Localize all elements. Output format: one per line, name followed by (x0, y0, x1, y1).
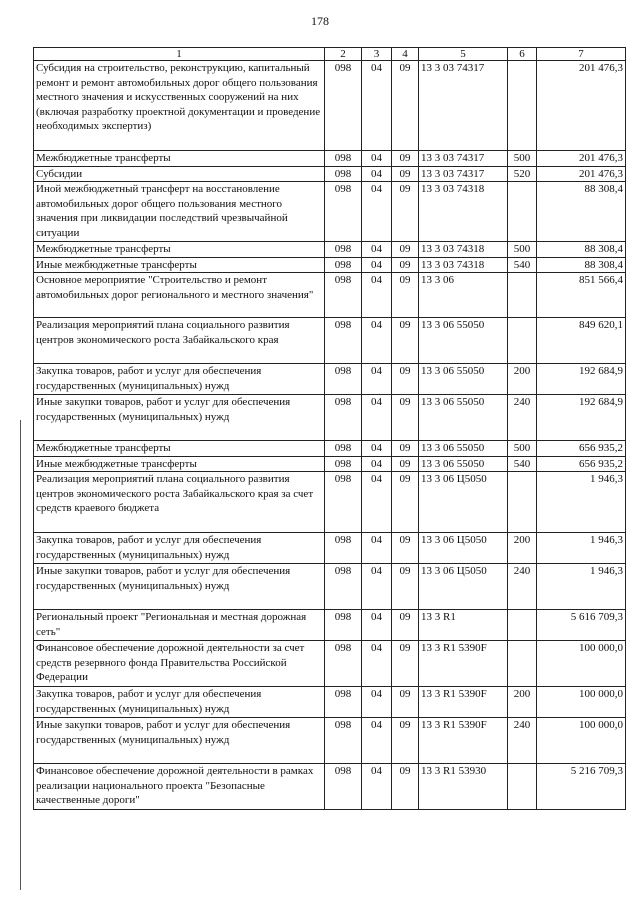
row-target-item: 13 3 06 55050 (419, 395, 508, 441)
row-amount: 201 476,3 (537, 166, 626, 182)
row-amount: 201 476,3 (537, 61, 626, 151)
row-amount: 192 684,9 (537, 364, 626, 395)
header-col-6: 6 (508, 48, 537, 61)
row-target-item: 13 3 03 74317 (419, 61, 508, 151)
header-col-3: 3 (362, 48, 392, 61)
table-row (34, 318, 626, 364)
row-admin-code: 098 (325, 242, 362, 258)
row-expense-type (508, 641, 537, 687)
row-section: 04 (362, 242, 392, 258)
row-section: 04 (362, 441, 392, 457)
row-subsection: 09 (392, 441, 419, 457)
row-subsection: 09 (392, 718, 419, 764)
table-row (34, 166, 626, 182)
row-section: 04 (362, 610, 392, 641)
table-row (34, 61, 626, 151)
row-section: 04 (362, 533, 392, 564)
row-amount: 100 000,0 (537, 641, 626, 687)
row-section: 04 (362, 456, 392, 472)
row-section: 04 (362, 687, 392, 718)
row-section: 04 (362, 166, 392, 182)
table-row (34, 364, 626, 395)
row-target-item: 13 3 06 Ц5050 (419, 472, 508, 533)
table-row (34, 242, 626, 258)
table-row (34, 564, 626, 610)
header-col-7: 7 (537, 48, 626, 61)
row-admin-code: 098 (325, 395, 362, 441)
row-name: Межбюджетные трансферты (34, 151, 325, 167)
row-section: 04 (362, 273, 392, 318)
row-name: Реализация мероприятий плана социального развития центров экономического роста Забайкальского края за счет средств краевого бюджета (34, 472, 325, 533)
row-name: Субсидия на строительство, реконструкцию, капитальный ремонт и ремонт автомобильных дорог общего пользования местного значения и искусственных сооружений на них (включая разработку проектной документации и проведение необходимых экспертиз) (34, 61, 325, 151)
row-subsection: 09 (392, 61, 419, 151)
row-expense-type (508, 318, 537, 364)
row-name: Иные закупки товаров, работ и услуг для обеспечения государственных (муниципальных) нужд (34, 564, 325, 610)
row-target-item: 13 3 06 Ц5050 (419, 533, 508, 564)
row-target-item: 13 3 06 55050 (419, 364, 508, 395)
row-subsection: 09 (392, 456, 419, 472)
row-section: 04 (362, 182, 392, 242)
row-subsection: 09 (392, 242, 419, 258)
row-expense-type: 240 (508, 564, 537, 610)
row-section: 04 (362, 318, 392, 364)
row-admin-code: 098 (325, 441, 362, 457)
row-expense-type: 200 (508, 533, 537, 564)
row-section: 04 (362, 395, 392, 441)
row-name: Закупка товаров, работ и услуг для обеспечения государственных (муниципальных) нужд (34, 364, 325, 395)
row-target-item: 13 3 03 74317 (419, 166, 508, 182)
row-expense-type: 540 (508, 257, 537, 273)
row-amount: 851 566,4 (537, 273, 626, 318)
table-row (34, 610, 626, 641)
row-target-item: 13 3 03 74318 (419, 242, 508, 258)
table-row (34, 718, 626, 764)
row-target-item: 13 3 R1 5390F (419, 687, 508, 718)
row-expense-type: 500 (508, 242, 537, 258)
row-subsection: 09 (392, 273, 419, 318)
table-row (34, 151, 626, 167)
row-amount: 1 946,3 (537, 564, 626, 610)
row-name: Финансовое обеспечение дорожной деятельности в рамках реализации национального проекта "Безопасные качественные дороги" (34, 764, 325, 810)
row-subsection: 09 (392, 687, 419, 718)
row-amount: 192 684,9 (537, 395, 626, 441)
row-amount: 1 946,3 (537, 533, 626, 564)
table-row (34, 273, 626, 318)
row-section: 04 (362, 641, 392, 687)
row-target-item: 13 3 R1 5390F (419, 641, 508, 687)
row-expense-type (508, 61, 537, 151)
row-name: Иные межбюджетные трансферты (34, 257, 325, 273)
table-row (34, 182, 626, 242)
row-subsection: 09 (392, 395, 419, 441)
table-row (34, 441, 626, 457)
row-section: 04 (362, 257, 392, 273)
row-name: Основное мероприятие "Строительство и ремонт автомобильных дорог регионального и местного значения" (34, 273, 325, 318)
row-name: Субсидии (34, 166, 325, 182)
row-subsection: 09 (392, 182, 419, 242)
row-amount: 88 308,4 (537, 182, 626, 242)
row-amount: 849 620,1 (537, 318, 626, 364)
row-admin-code: 098 (325, 257, 362, 273)
row-section: 04 (362, 564, 392, 610)
row-target-item: 13 3 06 55050 (419, 441, 508, 457)
row-amount: 656 935,2 (537, 441, 626, 457)
row-name: Иные закупки товаров, работ и услуг для обеспечения государственных (муниципальных) нужд (34, 718, 325, 764)
row-admin-code: 098 (325, 61, 362, 151)
row-amount: 88 308,4 (537, 257, 626, 273)
row-name: Иные закупки товаров, работ и услуг для обеспечения государственных (муниципальных) нужд (34, 395, 325, 441)
row-subsection: 09 (392, 533, 419, 564)
row-expense-type (508, 472, 537, 533)
row-expense-type: 520 (508, 166, 537, 182)
row-name: Закупка товаров, работ и услуг для обеспечения государственных (муниципальных) нужд (34, 533, 325, 564)
row-subsection: 09 (392, 364, 419, 395)
row-name: Межбюджетные трансферты (34, 242, 325, 258)
row-target-item: 13 3 06 Ц5050 (419, 564, 508, 610)
row-admin-code: 098 (325, 564, 362, 610)
row-section: 04 (362, 472, 392, 533)
row-section: 04 (362, 151, 392, 167)
page-number: 178 (311, 14, 329, 28)
row-expense-type: 200 (508, 687, 537, 718)
row-section: 04 (362, 61, 392, 151)
row-expense-type: 200 (508, 364, 537, 395)
row-subsection: 09 (392, 610, 419, 641)
row-subsection: 09 (392, 257, 419, 273)
row-name: Иные межбюджетные трансферты (34, 456, 325, 472)
budget-table (33, 47, 626, 810)
row-amount: 656 935,2 (537, 456, 626, 472)
row-admin-code: 098 (325, 764, 362, 810)
header-col-5: 5 (419, 48, 508, 61)
row-admin-code: 098 (325, 364, 362, 395)
row-expense-type (508, 610, 537, 641)
row-admin-code: 098 (325, 718, 362, 764)
row-subsection: 09 (392, 151, 419, 167)
table-row (34, 472, 626, 533)
table-row (34, 257, 626, 273)
row-amount: 1 946,3 (537, 472, 626, 533)
row-section: 04 (362, 718, 392, 764)
row-expense-type (508, 764, 537, 810)
row-admin-code: 098 (325, 472, 362, 533)
row-expense-type: 240 (508, 718, 537, 764)
row-target-item: 13 3 06 55050 (419, 456, 508, 472)
row-admin-code: 098 (325, 456, 362, 472)
row-subsection: 09 (392, 472, 419, 533)
row-target-item: 13 3 03 74318 (419, 182, 508, 242)
row-admin-code: 098 (325, 610, 362, 641)
row-name: Межбюджетные трансферты (34, 441, 325, 457)
scan-margin-line (20, 420, 21, 890)
header-col-4: 4 (392, 48, 419, 61)
table-row (34, 533, 626, 564)
row-target-item: 13 3 03 74318 (419, 257, 508, 273)
row-name: Реализация мероприятий плана социального развития центров экономического роста Забайкальского края (34, 318, 325, 364)
table-row (34, 395, 626, 441)
row-target-item: 13 3 R1 53930 (419, 764, 508, 810)
table-row (34, 764, 626, 810)
table-row (34, 456, 626, 472)
row-subsection: 09 (392, 641, 419, 687)
row-expense-type: 540 (508, 456, 537, 472)
row-expense-type: 500 (508, 441, 537, 457)
row-admin-code: 098 (325, 182, 362, 242)
row-target-item: 13 3 06 (419, 273, 508, 318)
row-target-item: 13 3 03 74317 (419, 151, 508, 167)
row-subsection: 09 (392, 564, 419, 610)
row-admin-code: 098 (325, 318, 362, 364)
row-subsection: 09 (392, 318, 419, 364)
table-row (34, 687, 626, 718)
row-expense-type: 500 (508, 151, 537, 167)
row-name: Закупка товаров, работ и услуг для обеспечения государственных (муниципальных) нужд (34, 687, 325, 718)
row-target-item: 13 3 06 55050 (419, 318, 508, 364)
header-col-1: 1 (34, 48, 325, 61)
row-section: 04 (362, 764, 392, 810)
row-admin-code: 098 (325, 641, 362, 687)
row-name: Региональный проект "Региональная и местная дорожная сеть" (34, 610, 325, 641)
table-row (34, 641, 626, 687)
row-admin-code: 098 (325, 533, 362, 564)
row-amount: 88 308,4 (537, 242, 626, 258)
row-subsection: 09 (392, 166, 419, 182)
row-amount: 5 616 709,3 (537, 610, 626, 641)
row-admin-code: 098 (325, 166, 362, 182)
row-subsection: 09 (392, 764, 419, 810)
row-expense-type (508, 182, 537, 242)
row-expense-type (508, 273, 537, 318)
header-row (34, 48, 626, 61)
row-section: 04 (362, 364, 392, 395)
row-expense-type: 240 (508, 395, 537, 441)
row-name: Финансовое обеспечение дорожной деятельности за счет средств резервного фонда Правительства Российской Федерации (34, 641, 325, 687)
row-admin-code: 098 (325, 151, 362, 167)
row-target-item: 13 3 R1 (419, 610, 508, 641)
table-body (34, 61, 626, 810)
row-amount: 100 000,0 (537, 687, 626, 718)
row-target-item: 13 3 R1 5390F (419, 718, 508, 764)
row-admin-code: 098 (325, 273, 362, 318)
row-name: Иной межбюджетный трансферт на восстановление автомобильных дорог общего пользования местного значения при ликвидации последствий чрезвычайной ситуации (34, 182, 325, 242)
row-amount: 201 476,3 (537, 151, 626, 167)
row-admin-code: 098 (325, 687, 362, 718)
row-amount: 100 000,0 (537, 718, 626, 764)
header-col-2: 2 (325, 48, 362, 61)
row-amount: 5 216 709,3 (537, 764, 626, 810)
